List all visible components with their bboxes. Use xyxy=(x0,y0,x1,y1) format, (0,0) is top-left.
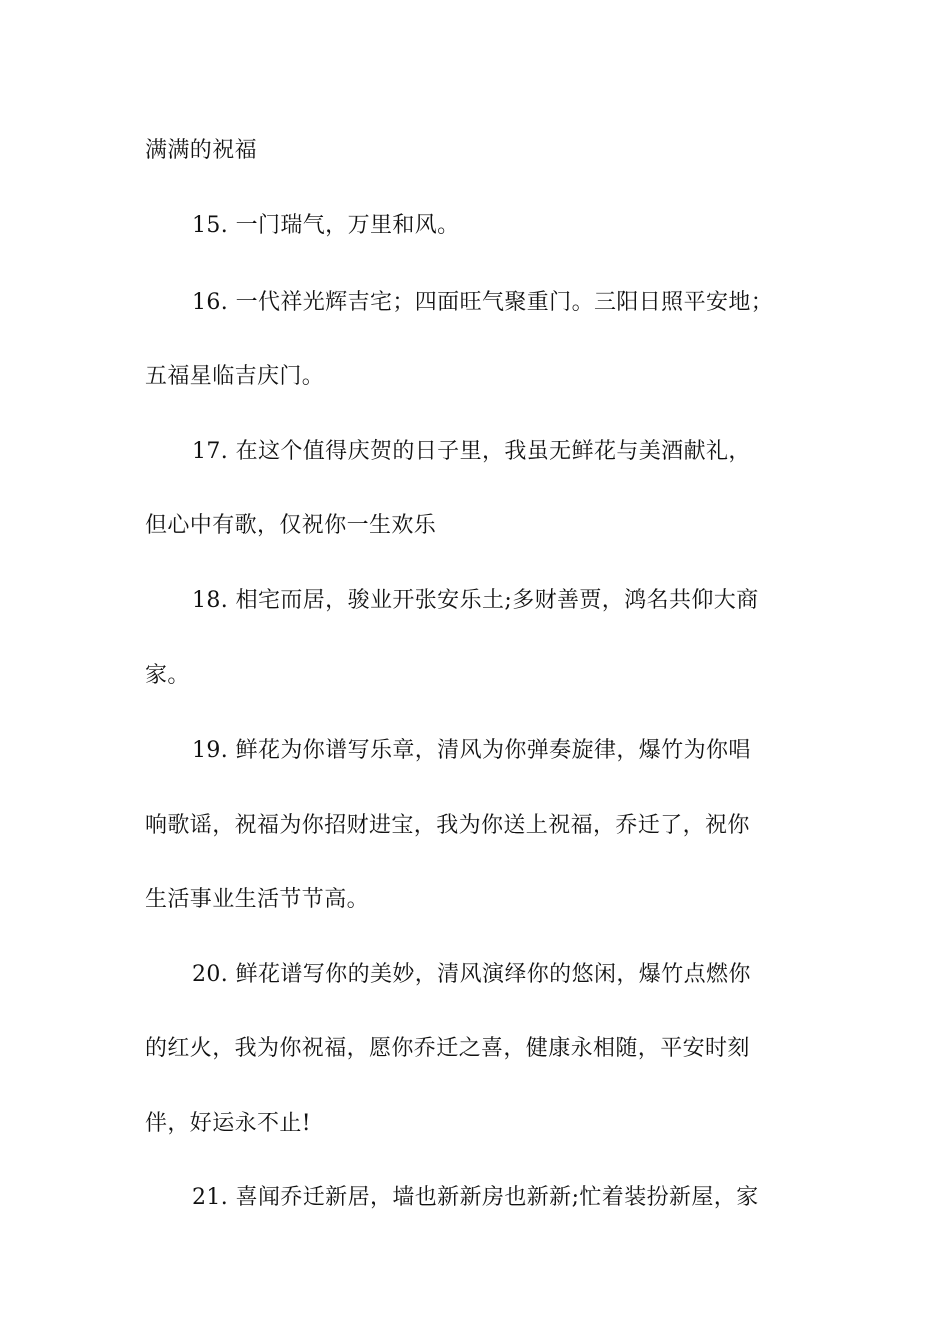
text-line: 的红火，我为你祝福，愿你乔迁之喜，健康永相随，平安时刻 xyxy=(145,1036,750,1061)
list-item-18: 18. 相宅而居，骏业开张安乐土;多财善贾，鸿名共仰大商 xyxy=(192,588,759,613)
text-line: 但心中有歌，仅祝你一生欢乐 xyxy=(145,513,437,538)
list-item-20: 20. 鲜花谱写你的美妙，清风演绎你的悠闲，爆竹点燃你 xyxy=(192,962,751,987)
text-line: 响歌谣，祝福为你招财进宝，我为你送上祝福，乔迁了，祝你 xyxy=(145,813,750,838)
text-line: 生活事业生活节节高。 xyxy=(145,887,370,912)
text-line: 伴，好运永不止! xyxy=(145,1111,312,1136)
list-item-19: 19. 鲜花为你谱写乐章，清风为你弹奏旋律，爆竹为你唱 xyxy=(192,738,751,763)
text-line: 满满的祝福 xyxy=(145,138,258,163)
list-item-21: 21. 喜闻乔迁新居，墙也新新房也新新;忙着装扮新屋，家 xyxy=(192,1185,759,1210)
list-item-15: 15. 一门瑞气，万里和风。 xyxy=(192,213,460,238)
text-line: 五福星临吉庆门。 xyxy=(145,364,325,389)
text-line: 家。 xyxy=(145,663,190,688)
list-item-16: 16. 一代祥光辉吉宅；四面旺气聚重门。三阳日照平安地； xyxy=(192,290,774,315)
list-item-17: 17. 在这个值得庆贺的日子里，我虽无鲜花与美酒献礼， xyxy=(192,439,751,464)
